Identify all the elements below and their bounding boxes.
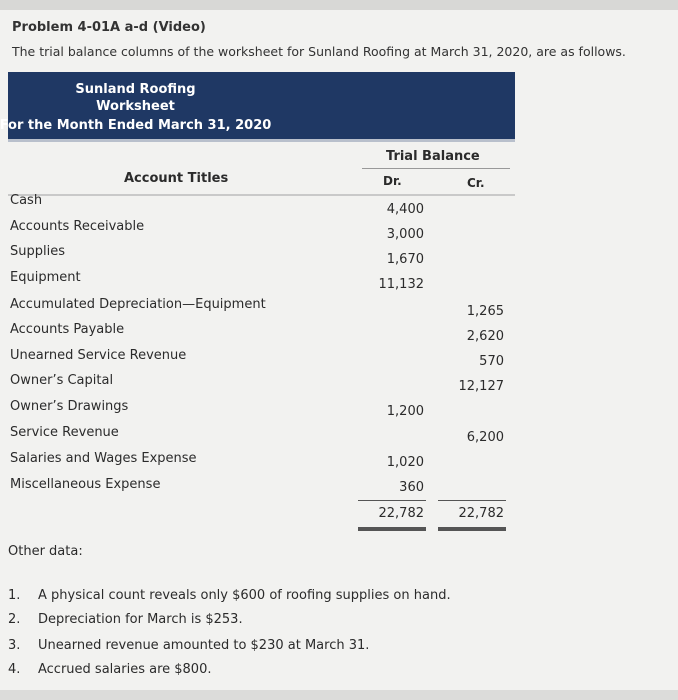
credit-total: 22,782 bbox=[458, 506, 504, 521]
account-name: Accumulated Depreciation—Equipment bbox=[10, 297, 266, 312]
credit-amount: 2,620 bbox=[466, 329, 504, 344]
debit-header: Dr. bbox=[383, 174, 402, 188]
item-text: Unearned revenue amounted to $230 at March 31. bbox=[38, 638, 370, 653]
table-row bbox=[0, 244, 678, 267]
bottom-strip bbox=[0, 690, 678, 700]
account-name: Accounts Receivable bbox=[10, 219, 145, 234]
list-item bbox=[0, 638, 678, 658]
account-name: Unearned Service Revenue bbox=[10, 348, 187, 363]
other-data-title: Other data: bbox=[8, 544, 83, 559]
item-text: Accrued salaries are $800. bbox=[38, 662, 212, 677]
worksheet-name: Worksheet bbox=[96, 99, 175, 114]
credit-total-rule bbox=[438, 500, 506, 501]
debit-amount: 11,132 bbox=[378, 277, 424, 292]
list-item bbox=[0, 662, 678, 682]
account-name: Owner’s Drawings bbox=[10, 399, 129, 414]
table-row bbox=[0, 297, 678, 317]
debit-amount: 3,000 bbox=[386, 227, 424, 242]
debit-total-rule bbox=[358, 500, 426, 501]
credit-amount: 6,200 bbox=[466, 430, 504, 445]
worksheet-header bbox=[0, 72, 515, 142]
account-name: Accounts Payable bbox=[10, 322, 125, 337]
problem-description: The trial balance columns of the worksheet for Sunland Roofing at March 31, 2020, are as follows. bbox=[12, 44, 626, 59]
item-number: 3. bbox=[8, 638, 21, 653]
credit-total-double-rule bbox=[438, 527, 506, 531]
item-number: 2. bbox=[8, 612, 21, 627]
account-name: Service Revenue bbox=[10, 425, 119, 440]
credit-amount: 570 bbox=[479, 354, 504, 369]
list-item bbox=[0, 612, 678, 632]
item-number: 4. bbox=[8, 662, 21, 677]
debit-amount: 1,670 bbox=[386, 252, 424, 267]
debit-amount: 1,200 bbox=[386, 404, 424, 419]
top-strip bbox=[0, 0, 678, 10]
account-name: Miscellaneous Expense bbox=[10, 477, 161, 492]
debit-amount: 1,020 bbox=[386, 455, 424, 470]
worksheet-company: Sunland Roofing bbox=[75, 82, 196, 97]
table-row bbox=[0, 425, 678, 445]
item-text: A physical count reveals only $600 of roofing supplies on hand. bbox=[38, 588, 451, 603]
account-name: Owner’s Capital bbox=[10, 373, 114, 388]
credit-header: Cr. bbox=[467, 176, 485, 190]
worksheet-period: For the Month Ended March 31, 2020 bbox=[0, 118, 272, 133]
table-row bbox=[0, 451, 678, 471]
account-name: Equipment bbox=[10, 270, 81, 285]
table-row bbox=[0, 348, 678, 368]
table-row bbox=[0, 322, 678, 342]
problem-title: Problem 4-01A a-d (Video) bbox=[12, 20, 206, 35]
trial-balance-label: Trial Balance bbox=[386, 149, 480, 164]
debit-total: 22,782 bbox=[378, 506, 424, 521]
table-row bbox=[0, 219, 678, 242]
item-number: 1. bbox=[8, 588, 21, 603]
table-row bbox=[0, 477, 678, 497]
table-row bbox=[0, 373, 678, 393]
account-name: Supplies bbox=[10, 244, 65, 259]
account-titles-header: Account Titles bbox=[124, 171, 229, 186]
table-row bbox=[0, 270, 678, 290]
account-name: Cash bbox=[10, 193, 43, 208]
debit-total-double-rule bbox=[358, 527, 426, 531]
list-item bbox=[0, 588, 678, 608]
account-name: Salaries and Wages Expense bbox=[10, 451, 197, 466]
credit-amount: 1,265 bbox=[466, 304, 504, 319]
table-row bbox=[0, 399, 678, 419]
credit-amount: 12,127 bbox=[458, 379, 504, 394]
debit-amount: 360 bbox=[399, 480, 424, 495]
table-row bbox=[0, 193, 678, 217]
debit-amount: 4,400 bbox=[386, 202, 424, 217]
trial-balance-underline bbox=[362, 168, 510, 169]
item-text: Depreciation for March is $253. bbox=[38, 612, 243, 627]
